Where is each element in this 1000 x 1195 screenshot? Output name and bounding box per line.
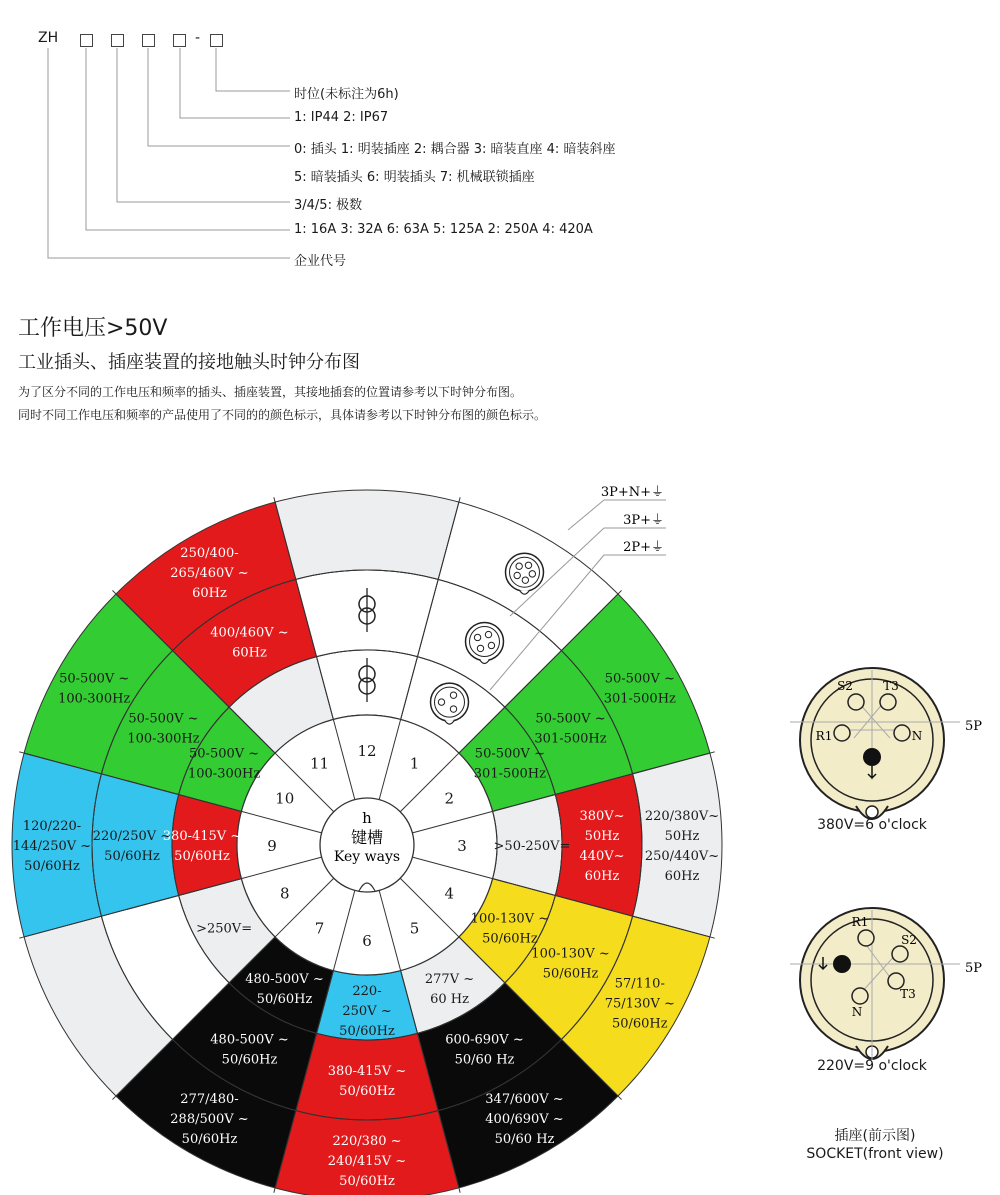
- legend-current: 1: 16A 3: 32A 6: 63A 5: 125A 2: 250A 4: 420A: [294, 222, 593, 237]
- segment-label: 600-690V ~: [445, 1032, 524, 1048]
- legend-clock-position: 时位(未标注为6h): [294, 87, 399, 102]
- hour-number: 9: [267, 837, 277, 855]
- segment-label: 100-130V ~: [470, 911, 550, 927]
- segment-label: 50/60 Hz: [494, 1131, 555, 1147]
- pin-n: [852, 988, 868, 1004]
- segment-label: 240/415V ~: [327, 1154, 407, 1169]
- segment-label: 220/380V~: [644, 809, 720, 824]
- segment-label: 50-500V ~: [474, 746, 545, 762]
- hub-h-label: h: [362, 809, 372, 827]
- pin-label: S2: [901, 933, 917, 947]
- segment-label: 50/60Hz: [174, 849, 230, 864]
- earth-pin: [863, 748, 881, 766]
- segment-h3-r3: [633, 752, 727, 938]
- description-line: 为了区分不同的工作电压和频率的插头、插座装置，其接地插套的位置请参考以下时钟分布图。: [18, 385, 523, 399]
- segment-label: 144/250V ~: [12, 839, 92, 854]
- pole-count-label: 5P: [965, 719, 983, 734]
- model-prefix: ZH: [38, 30, 59, 46]
- segment-label: 60Hz: [192, 586, 227, 602]
- segment-label: 50-500V ~: [535, 711, 606, 727]
- legend-type: 0: 插头 1: 明装插座 2: 耦合器 3: 暗装直座 4: 暗装斜座: [294, 142, 616, 157]
- page-title: 工作电压>50V: [18, 316, 168, 341]
- socket-caption-380: 380V=6 o'clock: [817, 817, 927, 833]
- segment-label: 301-500Hz: [534, 731, 607, 747]
- segment-label: 120/220-: [22, 819, 82, 834]
- segment-label: 277V ~: [424, 971, 475, 987]
- earth-pin: [833, 955, 851, 973]
- hour-number: 7: [314, 919, 325, 938]
- segment-label: 50/60Hz: [339, 1024, 395, 1039]
- pin-label: S2: [837, 679, 853, 693]
- socket-220v: [790, 908, 982, 1060]
- socket-380v: [790, 668, 982, 819]
- hour-number: 8: [279, 884, 290, 903]
- legend-poles: 3/4/5: 极数: [294, 198, 363, 213]
- segment-label: 400/690V ~: [485, 1111, 564, 1127]
- pin-label: T3: [883, 679, 899, 693]
- hub-cn-label: 键槽: [350, 828, 384, 847]
- pin-label: R1: [815, 729, 833, 743]
- segment-label: 220/380 ~: [332, 1134, 402, 1149]
- pole-config-label: 3P+⏚: [623, 513, 664, 528]
- segment-label: 380-415V ~: [327, 1064, 407, 1079]
- segment-label: 60Hz: [232, 645, 267, 661]
- segment-label: 250/400-: [180, 546, 239, 562]
- pin-label: R1: [851, 915, 869, 929]
- segment-label: 60Hz: [664, 869, 700, 884]
- pole-count-label: 5P: [965, 961, 983, 976]
- segment-label: 60 Hz: [430, 991, 469, 1007]
- legend-protection: 1: IP44 2: IP67: [294, 110, 389, 125]
- segment-label: 50/60Hz: [181, 1131, 238, 1147]
- segment-label: 100-300Hz: [187, 766, 261, 782]
- segment-label: 50/60Hz: [611, 1016, 668, 1032]
- hour-number: 12: [357, 742, 377, 760]
- segment-label: 480-500V ~: [245, 971, 324, 987]
- segment-label: 347/600V ~: [485, 1091, 564, 1107]
- segment-label: 50-500V ~: [59, 671, 130, 687]
- pole-config-label: 3P+N+⏚: [600, 485, 664, 500]
- pin-s2: [848, 694, 864, 710]
- segment-label: 50/60 Hz: [454, 1052, 515, 1068]
- legend-company-code: 企业代号: [294, 254, 347, 269]
- pin-s2: [892, 946, 908, 962]
- segment-label: 50/60Hz: [339, 1174, 395, 1189]
- segment-label: 250/440V~: [644, 849, 720, 864]
- segment-label: 100-300Hz: [127, 731, 200, 747]
- segment-label: >50-250V=: [493, 839, 571, 854]
- segment-label: 220/250V ~: [92, 829, 172, 844]
- segment-label: 50/60Hz: [104, 849, 160, 864]
- segment-h9-r1: [172, 795, 241, 896]
- segment-label: 380V~: [579, 809, 625, 824]
- segment-label: 250V ~: [342, 1004, 392, 1019]
- segment-label: 50Hz: [584, 829, 620, 844]
- hour-number: 10: [275, 789, 295, 808]
- segment-label: 50-500V ~: [128, 711, 199, 727]
- hour-number: 2: [444, 789, 455, 808]
- hour-number: 1: [409, 754, 420, 773]
- page-subtitle: 工业插头、插座装置的接地触头时钟分布图: [18, 352, 360, 373]
- segment-h12-r3: [274, 485, 460, 579]
- segment-label: 480-500V ~: [210, 1032, 289, 1048]
- segment-label: 50-500V ~: [189, 746, 260, 762]
- segment-label: 50/60Hz: [24, 859, 80, 874]
- socket-title-cn: 插座(前示图): [834, 1128, 916, 1144]
- pole-leader: [568, 500, 604, 530]
- description-line: 同时不同工作电压和频率的产品使用了不同的的颜色标示，具体请参考以下时钟分布图的颜色标示。: [18, 408, 547, 422]
- hour-number: 6: [362, 932, 372, 950]
- segment-label: 50/60Hz: [339, 1084, 395, 1099]
- segment-label: 301-500Hz: [603, 691, 676, 707]
- pin-n: [894, 725, 910, 741]
- segment-label: 50/60Hz: [221, 1052, 278, 1068]
- pole-config-label: 2P+⏚: [623, 540, 664, 555]
- segment-label: 50-500V ~: [604, 671, 675, 687]
- segment-label: 301-500Hz: [473, 766, 547, 782]
- segment-label: 100-130V ~: [531, 946, 610, 962]
- legend-type-cont: 5: 暗装插头 6: 明装插头 7: 机械联锁插座: [294, 170, 535, 185]
- segment-label: 60Hz: [584, 869, 620, 884]
- hour-number: 3: [457, 837, 467, 855]
- pin-label: N: [851, 1005, 863, 1019]
- hour-number: 4: [444, 884, 455, 903]
- pin-t3: [880, 694, 896, 710]
- segment-label: 50Hz: [664, 829, 700, 844]
- segment-h9-r2: [92, 774, 179, 916]
- segment-label: 100-300Hz: [58, 691, 131, 707]
- segment-label: 220-: [352, 984, 382, 999]
- pin-label: N: [911, 729, 923, 743]
- code-dash: -: [195, 30, 201, 46]
- segment-label: 440V~: [579, 849, 625, 864]
- socket-title-en: SOCKET(front view): [806, 1146, 944, 1162]
- segment-label: 50/60Hz: [256, 991, 313, 1007]
- segment-label: 400/460V ~: [210, 625, 289, 641]
- hour-number: 11: [309, 754, 330, 773]
- segment-label: 380-415V ~: [162, 829, 242, 844]
- segment-label: 277/480-: [180, 1091, 239, 1107]
- pin-r1: [858, 930, 874, 946]
- segment-label: 265/460V ~: [170, 566, 249, 582]
- hour-number: 5: [409, 919, 420, 938]
- hub-en-label: Key ways: [333, 849, 401, 865]
- segment-label: 50/60Hz: [542, 966, 599, 982]
- socket-diagrams: [780, 660, 1000, 1080]
- socket-caption-220: 220V=9 o'clock: [817, 1058, 927, 1074]
- pin-r1: [834, 725, 850, 741]
- segment-label: 57/110-: [614, 976, 665, 992]
- segment-label: >250V=: [196, 921, 253, 937]
- pin-label: T3: [900, 987, 916, 1001]
- segment-label: 288/500V ~: [170, 1111, 249, 1127]
- segment-label: 50/60Hz: [482, 931, 538, 947]
- segment-label: 75/130V ~: [604, 996, 675, 1012]
